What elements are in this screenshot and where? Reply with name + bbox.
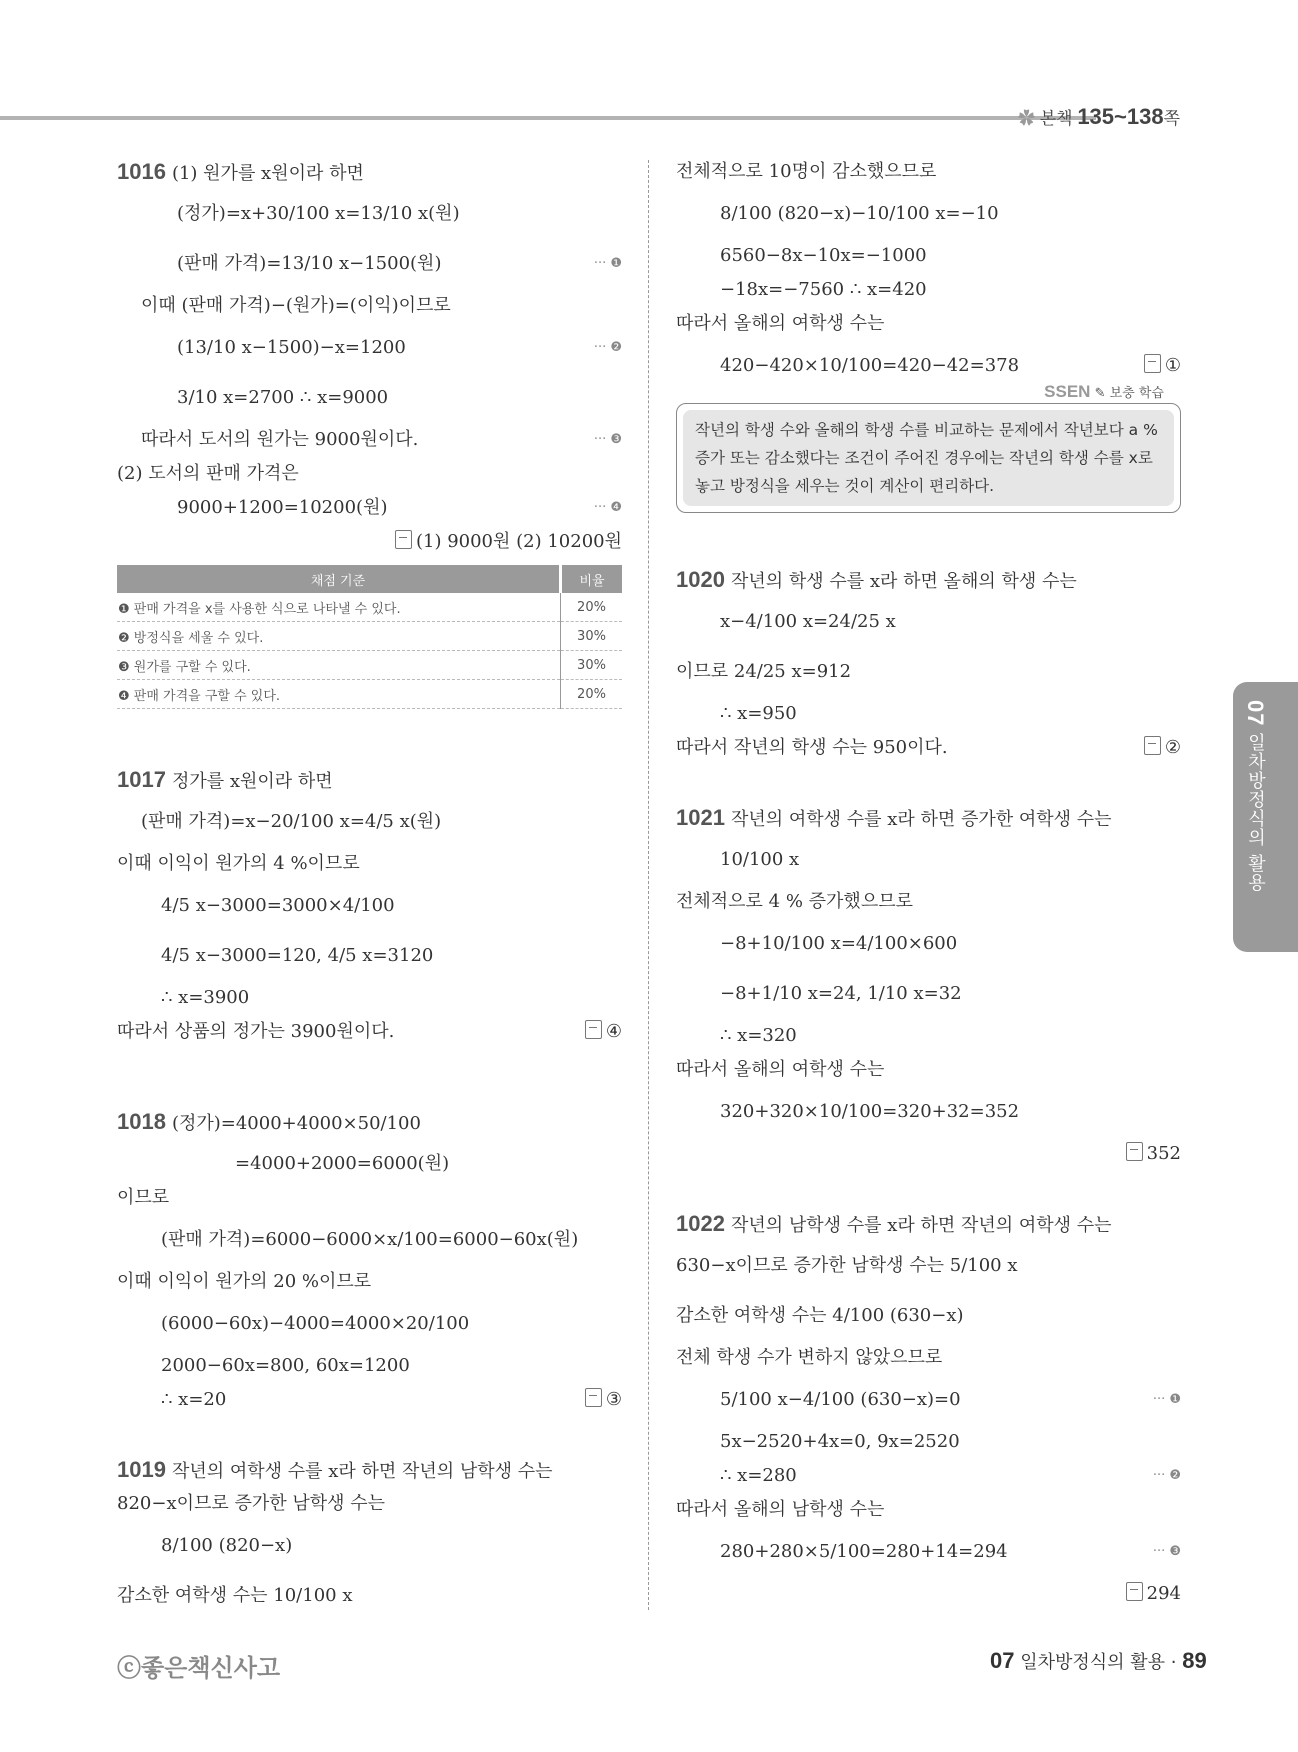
table-row: ❶ 판매 가격을 x를 사용한 식으로 나타낼 수 있다. 20% <box>117 593 622 622</box>
ssen-label: SSEN ✎ 보충 학습 <box>1038 382 1170 402</box>
answer: ② <box>1144 731 1181 765</box>
problem-number: 1021 <box>676 805 725 830</box>
answer: 352 <box>1126 1137 1181 1171</box>
answer: ① <box>1144 341 1181 391</box>
answer-icon <box>585 1020 602 1039</box>
page-number: 89 <box>1182 1648 1207 1673</box>
problem-1017: 1017 정가를 x원이라 하면 (판매 가격)=x−20/100 x=4/5 x(원) 이때 이익이 원가의 4 %이므로 4/5 x−3000=3000×4/100 4/5 x−3000=120, 4/5 x=3120 ∴ x=3900 따라서 상품의 정가는 3900원이다. ④ <box>117 763 622 1049</box>
table-row: ❹ 판매 가격을 구할 수 있다. 20% <box>117 680 622 709</box>
ssen-text: 작년의 학생 수와 올해의 학생 수를 비교하는 문제에서 작년보다 a % 증가 또는 감소했다는 조건이 주어진 경우에는 작년의 학생 수를 x로 놓고 방정식을 세우는 것이 계산이 편리하다. <box>683 410 1174 506</box>
problem-1019: 1019 작년의 여학생 수를 x라 하면 작년의 남학생 수는 820−x이므로 증가한 남학생 수는 8/100 (820−x) 감소한 여학생 수는 10/100 x <box>117 1457 553 1606</box>
right-column <box>676 155 1181 1611</box>
step-marker: ··· ❶ <box>1152 1392 1181 1407</box>
step-marker: ··· ❶ <box>593 256 622 271</box>
page-reference: ✿ 본책 135~138쪽 <box>1018 104 1181 129</box>
chapter-side-label: 07 일차방정식의 활용 <box>1243 700 1268 892</box>
problem-1018: 1018 (정가)=4000+4000×50/100 =4000+2000=6000(원) 이므로 (판매 가격)=6000−6000×x/100=6000−60x(원) 이때 이익이 원가의 20 %이므로 (6000−60x)−4000=4000×20/100 2000−60x=800, 60x=1200 ∴ x=20 ③ <box>117 1097 622 1417</box>
page-footer: 07 일차방정식의 활용 · 89 <box>990 1648 1207 1673</box>
answer: 294 <box>1126 1577 1181 1611</box>
step-marker: ··· ❷ <box>593 340 622 355</box>
answer: (1) 9000원 (2) 10200원 <box>395 525 622 559</box>
table-row: ❷ 방정식을 세울 수 있다. 30% <box>117 622 622 651</box>
answer-icon <box>1126 1582 1143 1601</box>
left-column <box>117 155 622 1621</box>
problem-number: 1017 <box>117 767 166 792</box>
step-marker: ··· ❷ <box>1152 1468 1181 1483</box>
header-rule <box>0 116 1096 120</box>
problem-1022: 1022 작년의 남학생 수를 x라 하면 작년의 여학생 수는 630−x이므로 증가한 남학생 수는 5/100 x 감소한 여학생 수는 4/100 (630−x) 전체 학생 수가 변하지 않았으므로 5/100 x−4/100 (630−x)=0 ··· ❶ 5x−2520+4x=0, 9x=2520 ∴ x=280 ··· ❷ 따라서 올해의 남학생 수는 280+280×5/100=280+14=294 ··· ❸ 294 <box>676 1207 1181 1611</box>
table-row: ❸ 원가를 구할 수 있다. 30% <box>117 651 622 680</box>
publisher-logo: ⓒ좋은책신사고 <box>117 1654 281 1682</box>
answer-icon <box>585 1388 602 1407</box>
problem-number: 1020 <box>676 567 725 592</box>
problem-number: 1019 <box>117 1457 166 1482</box>
flower-icon: ✿ <box>1018 109 1040 128</box>
grading-table: 채점 기준 비율 ❶ 판매 가격을 x를 사용한 식으로 나타낼 수 있다. 20% ❷ 방정식을 세울 수 있다. 30% ❸ 원가를 구할 수 있다. 30% ❹ 판매 가격을 구할 수 있다. 20% <box>117 565 622 709</box>
answer: ③ <box>585 1383 622 1417</box>
answer-icon <box>1126 1142 1143 1161</box>
pencil-icon: ✎ <box>1094 386 1106 401</box>
problem-1019-continued: 전체적으로 10명이 감소했으므로 8/100 (820−x)−10/100 x=−10 6560−8x−10x=−1000 −18x=−7560 ∴ x=420 따라서 올해의 여학생 수는 420−420×10/100=420−42=378 ① <box>676 155 1181 391</box>
problem-1016: 1016 (1) 원가를 x원이라 하면 (정가)=x+30/100 x=13/10 x(원) (판매 가격)=13/10 x−1500(원) ··· ❶ 이때 (판매 가격)−(원가)=(이익)이므로 (13/10 x−1500)−x=1200 ··· ❷ 3/10 x=2700 ∴ x=9000 따라서 도서의 원가는 9000원이다. ··· ❸ (2) 도서의 판매 가격은 9000+1200=10200(원) ··· ❹ (1) 9000원 (2) 10200원 <box>117 155 622 559</box>
problem-1021: 1021 작년의 여학생 수를 x라 하면 증가한 여학생 수는 10/100 x 전체적으로 4 % 증가했으므로 −8+10/100 x=4/100×600 −8+1/10 x=24, 1/10 x=32 ∴ x=320 따라서 올해의 여학생 수는 320+320×10/100=320+32=352 352 <box>676 801 1181 1171</box>
ssen-supplement-box <box>676 382 1181 513</box>
step-marker: ··· ❸ <box>593 432 622 447</box>
answer-icon <box>1144 736 1161 755</box>
problem-number: 1022 <box>676 1211 725 1236</box>
step-marker: ··· ❸ <box>1152 1544 1181 1559</box>
column-divider <box>648 160 649 1610</box>
problem-1020: 1020 작년의 학생 수를 x라 하면 올해의 학생 수는 x−4/100 x=24/25 x 이므로 24/25 x=912 ∴ x=950 따라서 작년의 학생 수는 950이다. ② <box>676 563 1181 765</box>
step-marker: ··· ❹ <box>593 500 622 515</box>
answer: ④ <box>585 1015 622 1049</box>
answer-icon <box>1144 354 1161 373</box>
answer-icon <box>395 530 412 549</box>
problem-number: 1016 <box>117 159 166 184</box>
problem-number: 1018 <box>117 1109 166 1134</box>
